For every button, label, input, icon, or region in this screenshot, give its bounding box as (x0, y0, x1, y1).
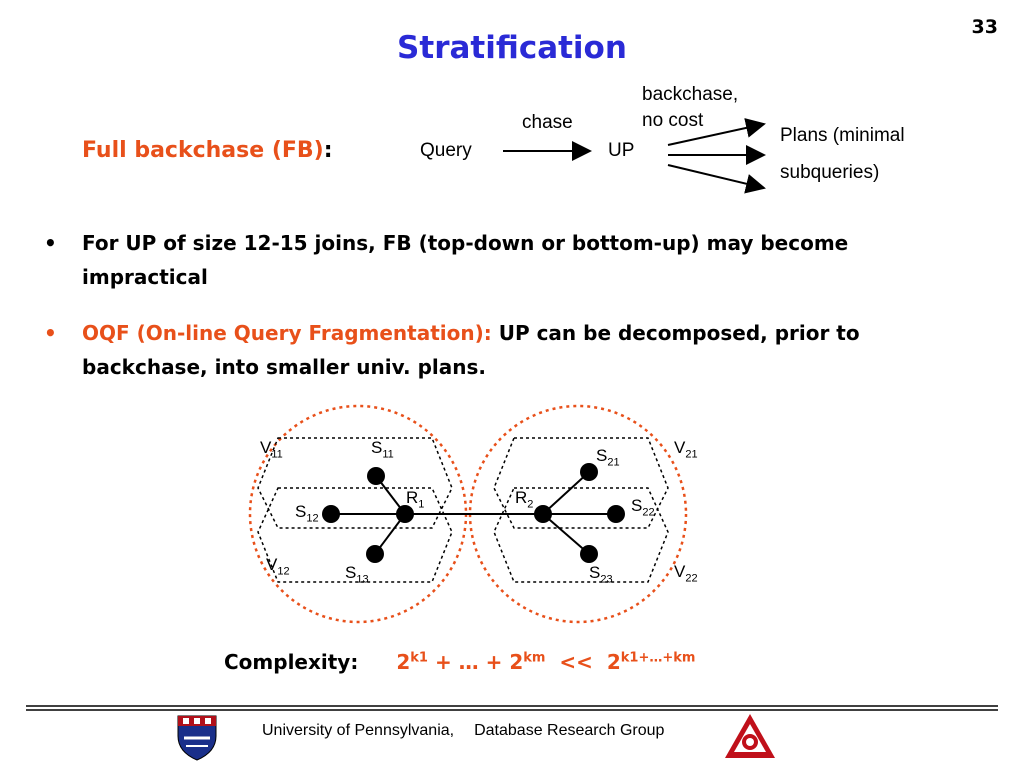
formula-mid: + … + (427, 650, 510, 674)
bullet-2-highlight: OQF (On-line Query Fragmentation): (82, 321, 492, 345)
label-r1-sub: 1 (418, 498, 425, 511)
label-s21-main: S (596, 446, 608, 465)
flow-plans-label-1: Plans (minimal (780, 125, 905, 146)
label-v21-sub: 21 (685, 448, 698, 461)
label-v22-main: V (674, 562, 686, 581)
flow-backchase-label-2: no cost (642, 110, 704, 131)
term3-exp: k1+…+km (620, 650, 696, 666)
label-v21-main: V (674, 438, 686, 457)
flow-up-label: UP (608, 140, 635, 161)
label-s22-main: S (631, 496, 643, 515)
label-s11-sub: 11 (382, 448, 394, 461)
term3-base: 2 (606, 650, 621, 674)
footer-group: Database Research Group (474, 722, 665, 739)
database-group-logo (725, 714, 775, 758)
label-r2-sub: 2 (527, 498, 534, 511)
label-s12-main: S (295, 502, 307, 521)
label-v11-sub: 11 (271, 448, 283, 461)
footer-university: University of Pennsylvania, (262, 722, 455, 739)
flow-plans-label-2: subqueries) (780, 162, 880, 183)
term2-exp: km (523, 650, 546, 666)
label-s23-sub: 23 (600, 573, 613, 586)
bullet-2-dot: • (44, 321, 57, 345)
label-s13-sub: 13 (356, 573, 369, 586)
formula-op: << (545, 650, 607, 674)
term1-exp: k1 (410, 650, 428, 666)
flow-query-label: Query (420, 140, 472, 161)
label-v12-main: V (266, 555, 278, 574)
label-s21-sub: 21 (607, 456, 620, 469)
label-v11-main: V (260, 438, 272, 457)
term2-base: 2 (509, 650, 524, 674)
bullet-2-text: UP can be decomposed, prior to backchase, into smaller univ. plans. (82, 321, 860, 379)
bullet-1-text: For UP of size 12-15 joins, FB (top-down or bottom-up) may become impractical (82, 231, 849, 289)
label-s22-sub: 22 (642, 506, 655, 519)
label-v12-sub: 12 (277, 565, 290, 578)
label-s11-main: S (371, 438, 383, 457)
label-v22-sub: 22 (685, 572, 698, 585)
fb-heading-colon: : (323, 138, 333, 163)
footer-text (262, 722, 664, 740)
bullet-1-dot: • (44, 231, 57, 255)
fb-heading-text: Full backchase (FB) (82, 138, 324, 163)
label-s12-sub: 12 (306, 512, 319, 525)
label-r2-main: R (515, 488, 528, 507)
slide-number: 33 (971, 16, 998, 38)
slide-title: Stratification (397, 30, 627, 66)
term1-base: 2 (396, 650, 411, 674)
label-s23-main: S (589, 563, 601, 582)
flow-backchase-label-1: backchase, (642, 84, 739, 105)
penn-shield-logo (178, 716, 216, 760)
complexity-label: Complexity: (224, 650, 359, 674)
label-s13-main: S (345, 563, 357, 582)
flow-chase-label: chase (522, 112, 573, 133)
label-r1-main: R (406, 488, 419, 507)
